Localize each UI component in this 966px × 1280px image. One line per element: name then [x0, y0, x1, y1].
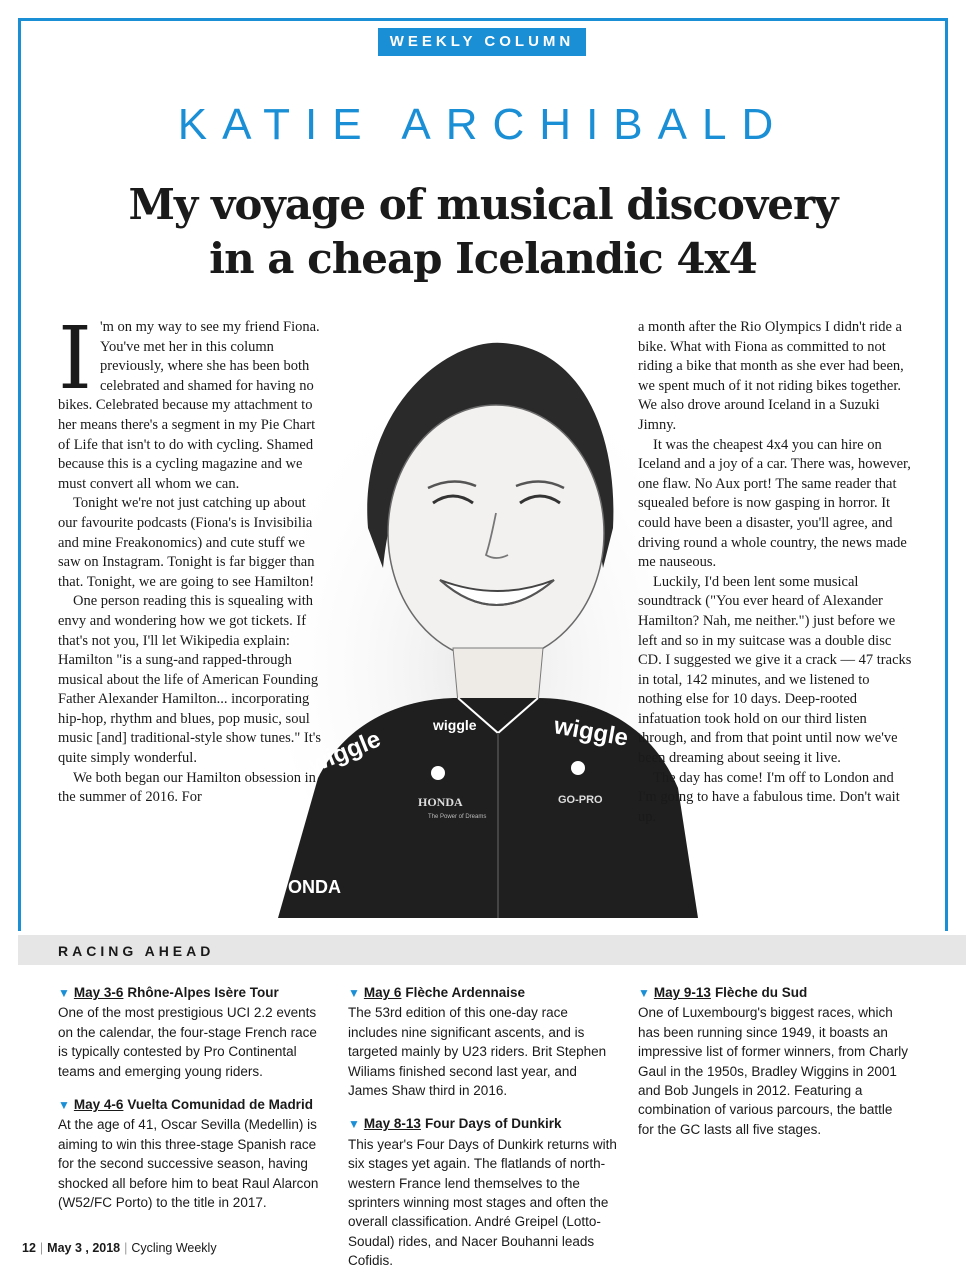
race-description: The 53rd edition of this one-day race includes nine significant ascents, and is targeted mainly by U23 riders. Brit Stephen Wiliams finished second last year, and James Shaw third in 2016.	[348, 1005, 607, 1099]
triangle-down-icon: ▼	[58, 986, 70, 1000]
race-item	[58, 983, 330, 1081]
jersey-logo-right: wiggle	[551, 712, 631, 752]
triangle-down-icon: ▼	[348, 986, 360, 1000]
race-item	[638, 983, 910, 1139]
headline-line-2: in a cheap Icelandic 4x4	[209, 234, 757, 283]
race-date: May 6	[363, 985, 402, 1000]
race-description: This year's Four Days of Dunkirk returns with six stages yet again. The flatlands of north-western France lend themselves to the sprinters winning most stages and often the overall classification. André Greipel (Lotto-Soudal) rides, and Nacer Bouhanni leads Cofidis.	[348, 1136, 617, 1269]
race-date: May 4-6	[73, 1097, 124, 1113]
article-paragraph: We both began our Hamilton obsession in the summer of 2016. For	[58, 769, 316, 806]
race-item	[348, 1114, 620, 1270]
author-name: KATIE ARCHIBALD	[177, 100, 789, 149]
jersey-sponsor-honda: HONDA	[418, 795, 463, 809]
race-name: Four Days of Dunkirk	[424, 1116, 562, 1132]
race-name: Rhône-Alpes Isère Tour	[127, 985, 279, 1000]
article-right-column	[638, 318, 913, 827]
headline-line-1: My voyage of musical discovery	[128, 180, 838, 229]
page-number: 12	[22, 1241, 36, 1255]
race-description: One of the most prestigious UCI 2.2 events on the calendar, the four-stage French race is typically contested by Pro Continental teams and emerging young riders.	[58, 1005, 317, 1079]
frame-top-rule	[18, 18, 948, 21]
jersey-logo-collar: wiggle	[433, 717, 477, 733]
race-date: May 8-13	[363, 1116, 421, 1132]
article-paragraph: a month after the Rio Olympics I didn't ride a bike. What with Fiona as committed to not riding a bike that month as she ever had been, we spent much of it not riding bikes together. We also drove around Iceland in a Suzuki Jimny.	[638, 319, 904, 433]
triangle-down-icon: ▼	[348, 1117, 360, 1132]
race-description: One of Luxembourg's biggest races, which has been running since 1949, it boasts an impressive list of former winners, from Charly Gaul in the 1950s, Bradley Wiggins in 2001 and Bob Jungels in 2012. Featuring a combination of various parcours, the battle for the GC lasts all five stages.	[638, 1005, 909, 1137]
article-left-column	[58, 309, 323, 808]
race-name: Vuelta Comunidad de Madrid	[127, 1097, 313, 1113]
triangle-down-icon: ▼	[58, 1098, 70, 1113]
jersey-logo-left: wiggle	[305, 725, 385, 779]
race-name: Flèche du Sud	[714, 985, 808, 1000]
footer-separator: |	[39, 1241, 44, 1255]
column-tag: WEEKLY COLUMN	[378, 28, 586, 56]
race-item	[58, 1095, 330, 1212]
jersey-sponsor-tagline: The Power of Dreams	[428, 814, 487, 820]
article-paragraph: 'm on my way to see my friend Fiona. You've met her in this column previously, where she has been both celebrated and shamed for having no bikes. Celebrated because my attachment to her means there's a segment in my Pie Chart of Life that isn't to do with cycling. Shamed because this is a cycling magazine and we must convert all whom we can.	[58, 319, 320, 492]
jersey-sponsor-bottom: ONDA	[288, 877, 341, 897]
headline	[60, 178, 906, 286]
frame-right-rule	[945, 18, 948, 931]
race-item	[348, 983, 620, 1100]
footer-separator: |	[124, 1241, 128, 1255]
article-paragraph: It was the cheapest 4x4 you can hire on Iceland and a joy of a car. There was, however, one flaw. No Aux port! The same reader that squealed before is now gasping in horror. It could have been a disaster, you'll agree, and driving round a whole country, the news made me nauseous.	[638, 436, 911, 571]
racing-ahead-title: RACING AHEAD	[58, 943, 215, 959]
racing-column-2	[348, 983, 620, 1280]
article-paragraph: Luckily, I'd been lent some musical soundtrack ("You ever heard of Alexander Hamilton? Nah, me neither.") just before we left and so in my suitcase was a double disc CD. I suggested we give it a crack — 47 tracks in total, 142 minutes, and we listened to nothing else for 10 days. Deep-rooted infatuation took hold on our third listen through, and from that point until now we've been dreaming about seeing it live.	[638, 573, 912, 767]
frame-left-rule	[18, 18, 21, 931]
magazine-name: Cycling Weekly	[131, 1241, 217, 1255]
article-paragraph: One person reading this is squealing with envy and wondering how we got tickets. If that's not you, I'll let Wikipedia explain: Hamilton "is a sung-and rapped-through musical about the life of American Founding Father Alexander Hamilton... incorporating hip-hop, rhythm and blues, pop music, soul music [and] traditional-style show tunes." It's quite simply wonderful.	[58, 593, 322, 767]
racing-column-3	[638, 983, 910, 1153]
race-name: Flèche Ardennaise	[405, 985, 525, 1000]
drop-cap: I	[58, 309, 92, 409]
article-paragraph: The day has come! I'm off to London and I'm going to have a fabulous time. Don't wait up.	[638, 769, 900, 825]
race-date: May 9-13	[653, 985, 711, 1000]
page-footer	[22, 1241, 217, 1255]
racing-column-1	[58, 983, 330, 1226]
jersey-sponsor-right: GO-PRO	[558, 794, 603, 806]
article-paragraph: Tonight we're not just catching up about our favourite podcasts (Fiona's is Invisibilia and mine Freakonomics) and cute stuff we saw on Instagram. Tonight is far bigger than that. Tonight, we are going to see Hamilton!	[58, 495, 315, 590]
race-description: At the age of 41, Oscar Sevilla (Medellin) is aiming to win this three-stage Spanish race for the second successive season, having shocked all before him to beat Raul Alarcon (W52/FC Porto) to the title in 2017.	[58, 1117, 319, 1211]
race-date: May 3-6	[73, 985, 124, 1000]
triangle-down-icon: ▼	[638, 986, 650, 1000]
issue-date: May 3 , 2018	[47, 1241, 121, 1255]
